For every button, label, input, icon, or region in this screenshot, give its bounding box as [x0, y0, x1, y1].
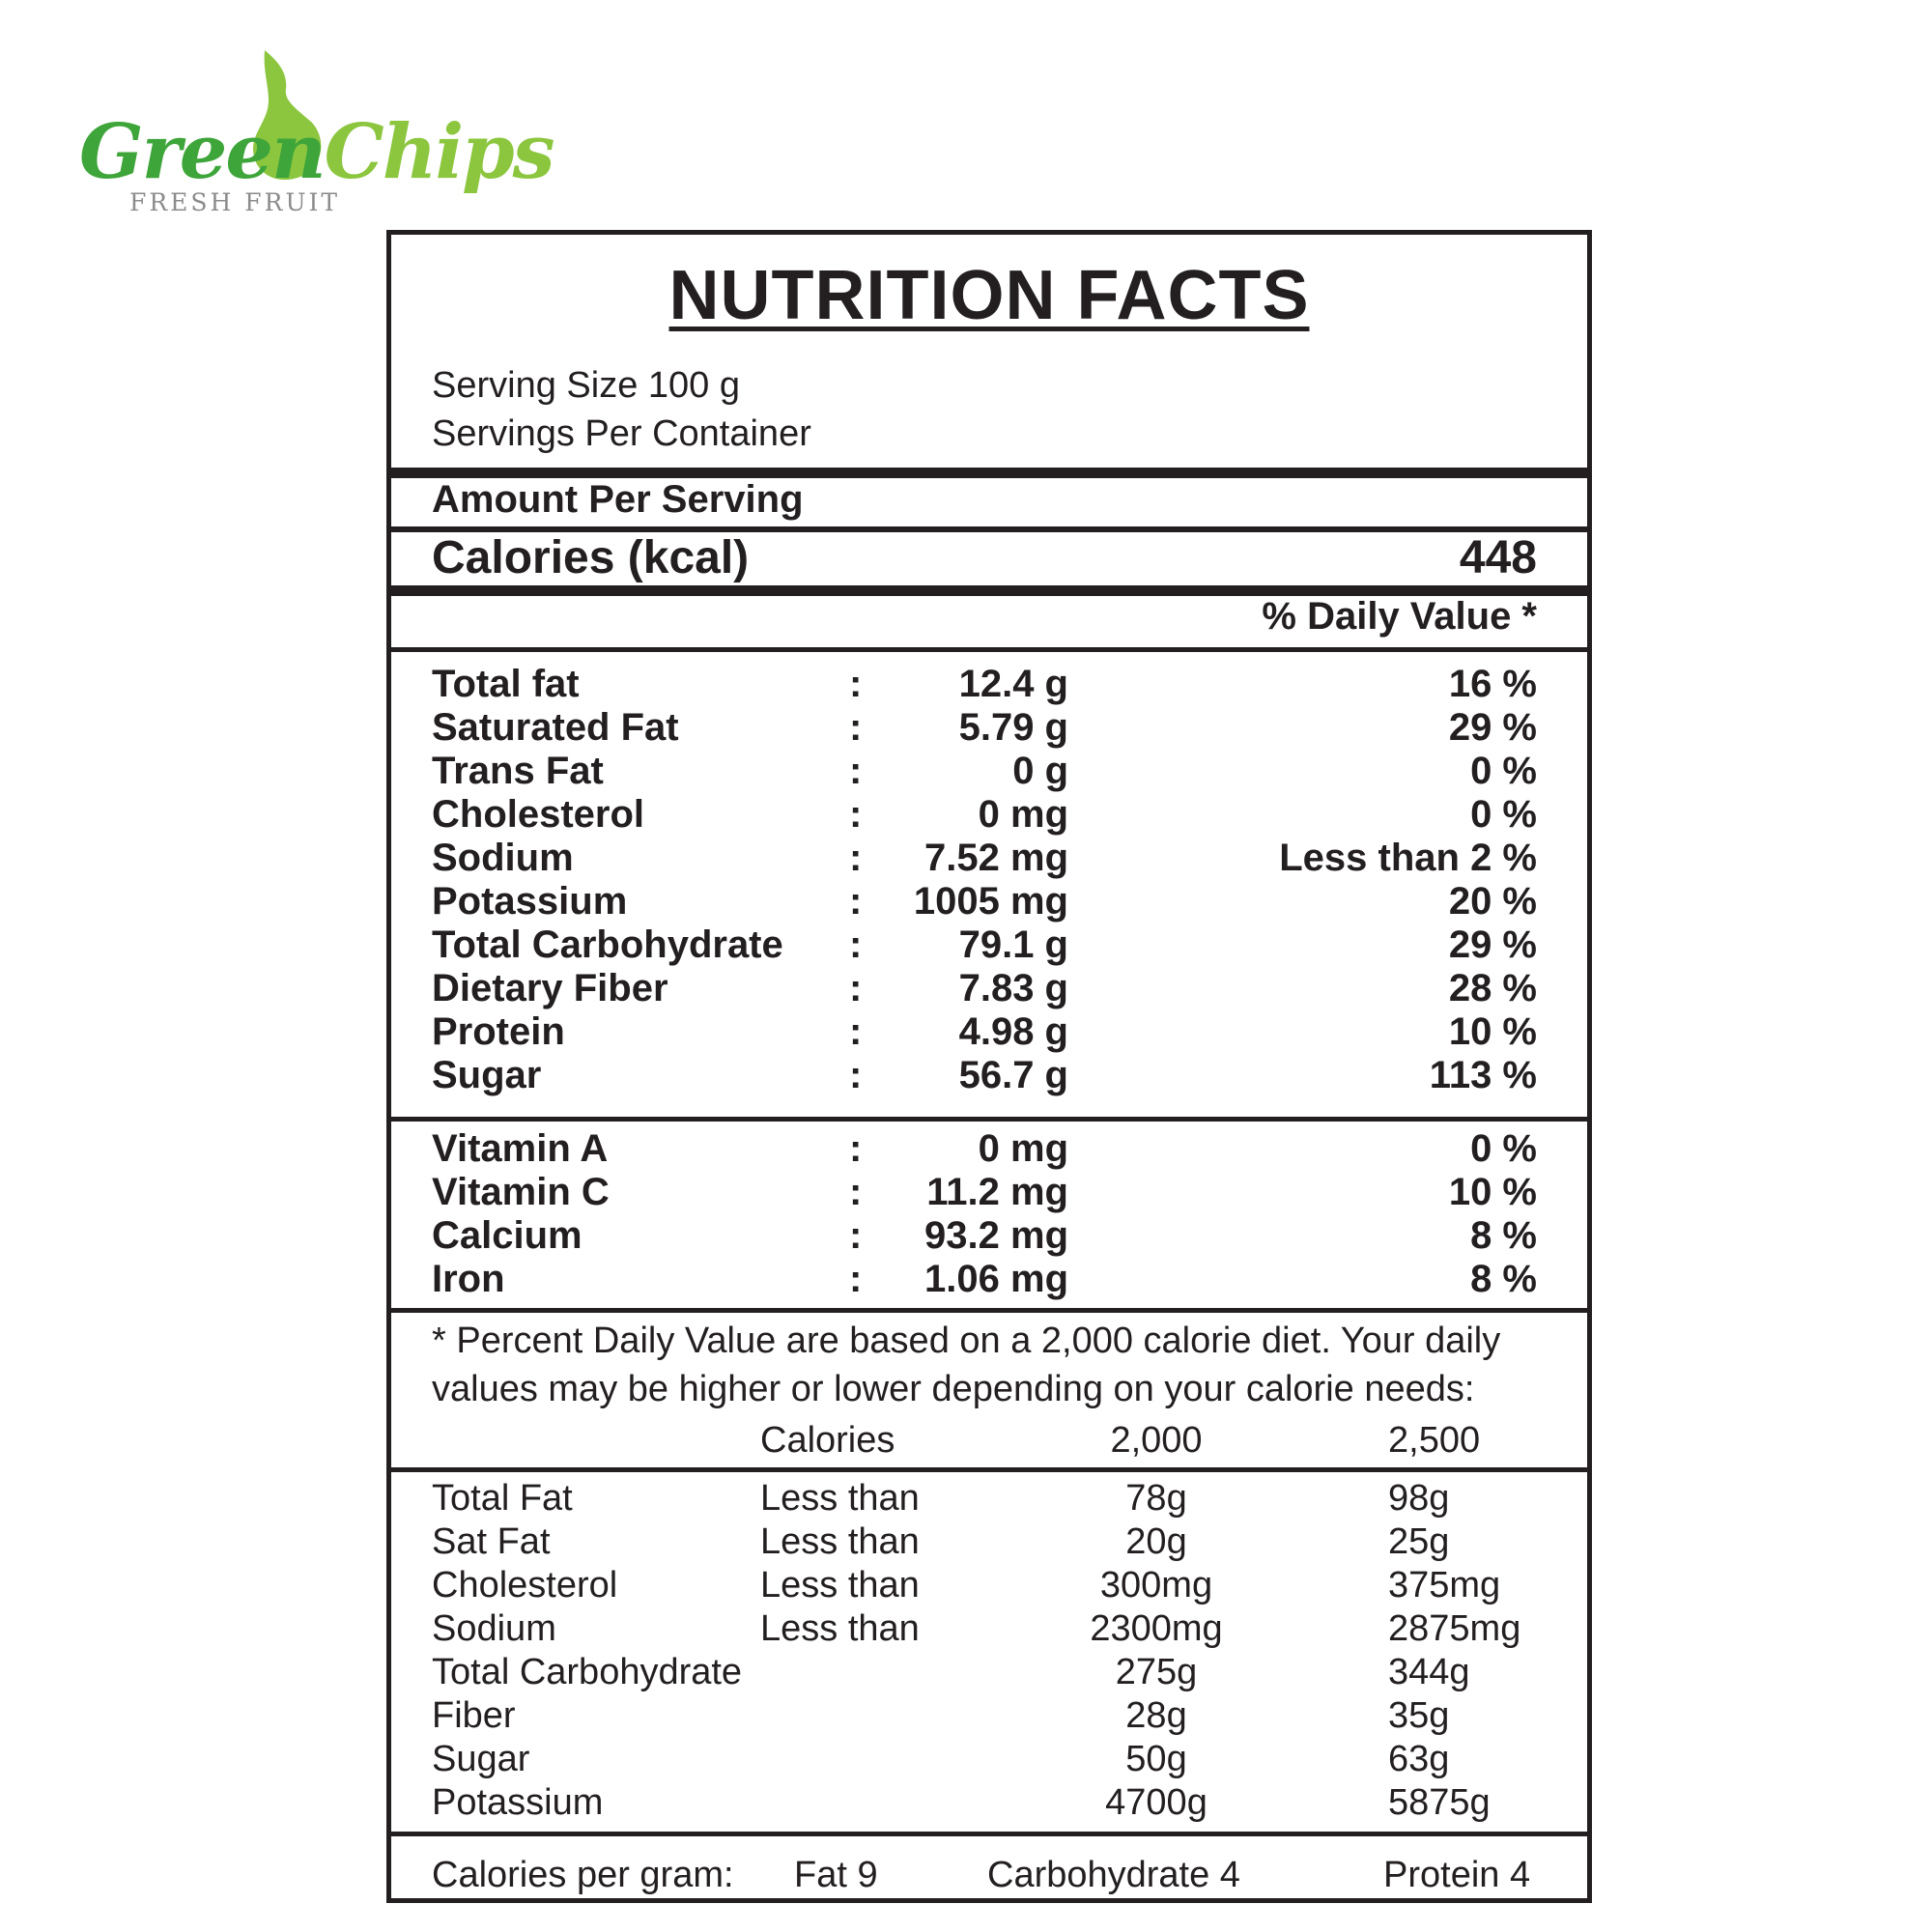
nutrient-amount: 79.1 g: [958, 923, 1068, 966]
nutrition-facts-panel: [386, 230, 1592, 1903]
vitamin-colon: :: [849, 1258, 863, 1300]
ref-value-2500: 2875mg: [1388, 1608, 1521, 1649]
vitamin-row: [432, 1171, 1537, 1214]
calories-per-gram-carbohydrate: Carbohydrate 4: [987, 1855, 1240, 1895]
nutrient-name: Trans Fat: [432, 750, 604, 792]
daily-value-header: % Daily Value *: [1262, 595, 1537, 638]
nutrient-daily-value: 16 %: [1448, 663, 1537, 705]
servings-per-container: Servings Per Container: [432, 413, 811, 454]
nutrient-amount: 7.52 mg: [924, 837, 1068, 879]
brand-logo: [79, 50, 554, 224]
nutrient-colon: :: [849, 750, 863, 792]
ref-value-2000: 28g: [1125, 1695, 1187, 1736]
ref-name: Sat Fat: [432, 1521, 551, 1562]
nutrient-row: [432, 967, 1537, 1010]
brand-name-chips: Chips: [324, 108, 554, 196]
ref-name: Sugar: [432, 1739, 530, 1779]
ref-header-2500: 2,500: [1388, 1420, 1481, 1461]
nutrient-name: Sodium: [432, 837, 574, 879]
nutrient-amount: 1005 mg: [913, 880, 1068, 923]
nutrient-colon: :: [849, 837, 863, 879]
panel-title: [391, 256, 1587, 335]
ref-name: Total Carbohydrate: [432, 1652, 743, 1692]
nutrient-daily-value: 113 %: [1429, 1054, 1537, 1096]
ref-header-calories: Calories: [760, 1420, 895, 1461]
nutrient-row: [432, 923, 1537, 967]
ref-value-2500: 63g: [1388, 1739, 1450, 1779]
ref-qualifier: Less than: [760, 1608, 920, 1649]
nutrient-amount: 56.7 g: [958, 1054, 1068, 1096]
brand-tagline: FRESH FRUIT: [129, 188, 341, 216]
brand-name-green: Green: [79, 108, 325, 196]
amount-per-serving: Amount Per Serving: [432, 478, 804, 521]
vitamin-amount: 1.06 mg: [924, 1258, 1068, 1300]
nutrient-colon: :: [849, 663, 863, 705]
ref-header-2000: 2,000: [1110, 1420, 1203, 1461]
nutrient-colon: :: [849, 706, 863, 749]
vitamin-row: [432, 1127, 1537, 1171]
divider-4: [391, 1117, 1587, 1122]
ref-value-2500: 344g: [1388, 1652, 1470, 1692]
vitamin-colon: :: [849, 1171, 863, 1213]
nutrient-amount: 5.79 g: [958, 706, 1068, 749]
vitamin-name: Calcium: [432, 1214, 582, 1257]
nutrient-row: [432, 880, 1537, 923]
nutrient-name: Saturated Fat: [432, 706, 679, 749]
nutrient-row: [432, 706, 1537, 750]
ref-value-2000: 78g: [1125, 1478, 1187, 1519]
ref-value-2500: 35g: [1388, 1695, 1450, 1736]
nutrient-name: Sugar: [432, 1054, 542, 1096]
vitamin-name: Vitamin C: [432, 1171, 610, 1213]
nutrient-colon: :: [849, 880, 863, 923]
brand-wordmark: [79, 108, 554, 196]
calories-label: Calories (kcal): [432, 532, 750, 583]
nutrient-colon: :: [849, 967, 863, 1009]
nutrient-daily-value: 29 %: [1448, 706, 1537, 749]
vitamin-colon: :: [849, 1127, 863, 1170]
ref-qualifier: Less than: [760, 1521, 920, 1562]
divider-thick-1: [391, 468, 1587, 478]
nutrient-colon: :: [849, 793, 863, 836]
nutrient-name: Cholesterol: [432, 793, 645, 836]
ref-value-2000: 50g: [1125, 1739, 1187, 1779]
footnote-line-1: * Percent Daily Value are based on a 2,000 calorie diet. Your daily: [432, 1321, 1501, 1361]
vitamin-amount: 0 mg: [978, 1127, 1068, 1170]
ref-name: Fiber: [432, 1695, 516, 1736]
ref-qualifier: Less than: [760, 1478, 920, 1519]
vitamin-amount: 93.2 mg: [924, 1214, 1068, 1257]
nutrient-name: Total Carbohydrate: [432, 923, 783, 966]
nutrient-name: Protein: [432, 1010, 565, 1053]
nutrient-row: [432, 663, 1537, 706]
nutrient-amount: 7.83 g: [958, 967, 1068, 1009]
ref-name: Cholesterol: [432, 1565, 618, 1605]
ref-value-2000: 20g: [1125, 1521, 1187, 1562]
ref-value-2500: 25g: [1388, 1521, 1450, 1562]
vitamin-name: Vitamin A: [432, 1127, 609, 1170]
ref-name: Sodium: [432, 1608, 556, 1649]
panel-title-text: NUTRITION FACTS: [668, 257, 1310, 334]
nutrient-amount: 0 g: [1012, 750, 1068, 792]
calories-per-gram-fat: Fat 9: [794, 1855, 878, 1895]
ref-name: Total Fat: [432, 1478, 573, 1519]
vitamin-colon: :: [849, 1214, 863, 1257]
nutrient-row: [432, 1054, 1537, 1097]
footnote-line-2: values may be higher or lower depending on your calorie needs:: [432, 1369, 1475, 1409]
serving-size: Serving Size 100 g: [432, 365, 740, 406]
vitamin-daily-value: 0 %: [1470, 1127, 1537, 1170]
nutrient-name: Total fat: [432, 663, 580, 705]
divider-5: [391, 1308, 1587, 1313]
nutrient-daily-value: 20 %: [1448, 880, 1537, 923]
vitamin-daily-value: 8 %: [1470, 1214, 1537, 1257]
ref-value-2000: 2300mg: [1090, 1608, 1223, 1649]
nutrient-row: [432, 750, 1537, 793]
ref-value-2500: 98g: [1388, 1478, 1450, 1519]
nutrient-row: [432, 837, 1537, 880]
vitamin-amount: 11.2 mg: [926, 1171, 1068, 1213]
divider-6: [391, 1467, 1587, 1472]
nutrient-row: [432, 1010, 1537, 1054]
vitamin-row: [432, 1258, 1537, 1301]
nutrient-row: [432, 793, 1537, 837]
nutrient-daily-value: 0 %: [1470, 750, 1537, 792]
nutrient-daily-value: 0 %: [1470, 793, 1537, 836]
nutrient-amount: 0 mg: [978, 793, 1068, 836]
calories-value: 448: [1459, 532, 1537, 583]
ref-value-2500: 375mg: [1388, 1565, 1501, 1605]
nutrient-amount: 12.4 g: [958, 663, 1068, 705]
vitamin-daily-value: 10 %: [1448, 1171, 1537, 1213]
nutrient-name: Dietary Fiber: [432, 967, 668, 1009]
nutrient-daily-value: 28 %: [1448, 967, 1537, 1009]
ref-value-2000: 275g: [1115, 1652, 1198, 1692]
nutrient-colon: :: [849, 1054, 863, 1096]
divider-7: [391, 1832, 1587, 1836]
ref-value-2500: 5875g: [1388, 1782, 1491, 1823]
nutrient-name: Potassium: [432, 880, 628, 923]
calories-per-gram-protein: Protein 4: [1383, 1855, 1531, 1895]
ref-name: Potassium: [432, 1782, 604, 1823]
vitamin-daily-value: 8 %: [1470, 1258, 1537, 1300]
nutrient-colon: :: [849, 1010, 863, 1053]
ref-value-2000: 4700g: [1105, 1782, 1208, 1823]
nutrient-daily-value: 10 %: [1448, 1010, 1537, 1053]
divider-3: [391, 647, 1587, 652]
nutrient-daily-value: 29 %: [1448, 923, 1537, 966]
ref-value-2000: 300mg: [1099, 1565, 1213, 1605]
vitamin-row: [432, 1214, 1537, 1258]
calories-per-gram-label: Calories per gram:: [432, 1855, 734, 1895]
nutrient-daily-value: Less than 2 %: [1279, 837, 1537, 879]
nutrient-colon: :: [849, 923, 863, 966]
nutrient-amount: 4.98 g: [958, 1010, 1068, 1053]
ref-qualifier: Less than: [760, 1565, 920, 1605]
vitamin-name: Iron: [432, 1258, 505, 1300]
